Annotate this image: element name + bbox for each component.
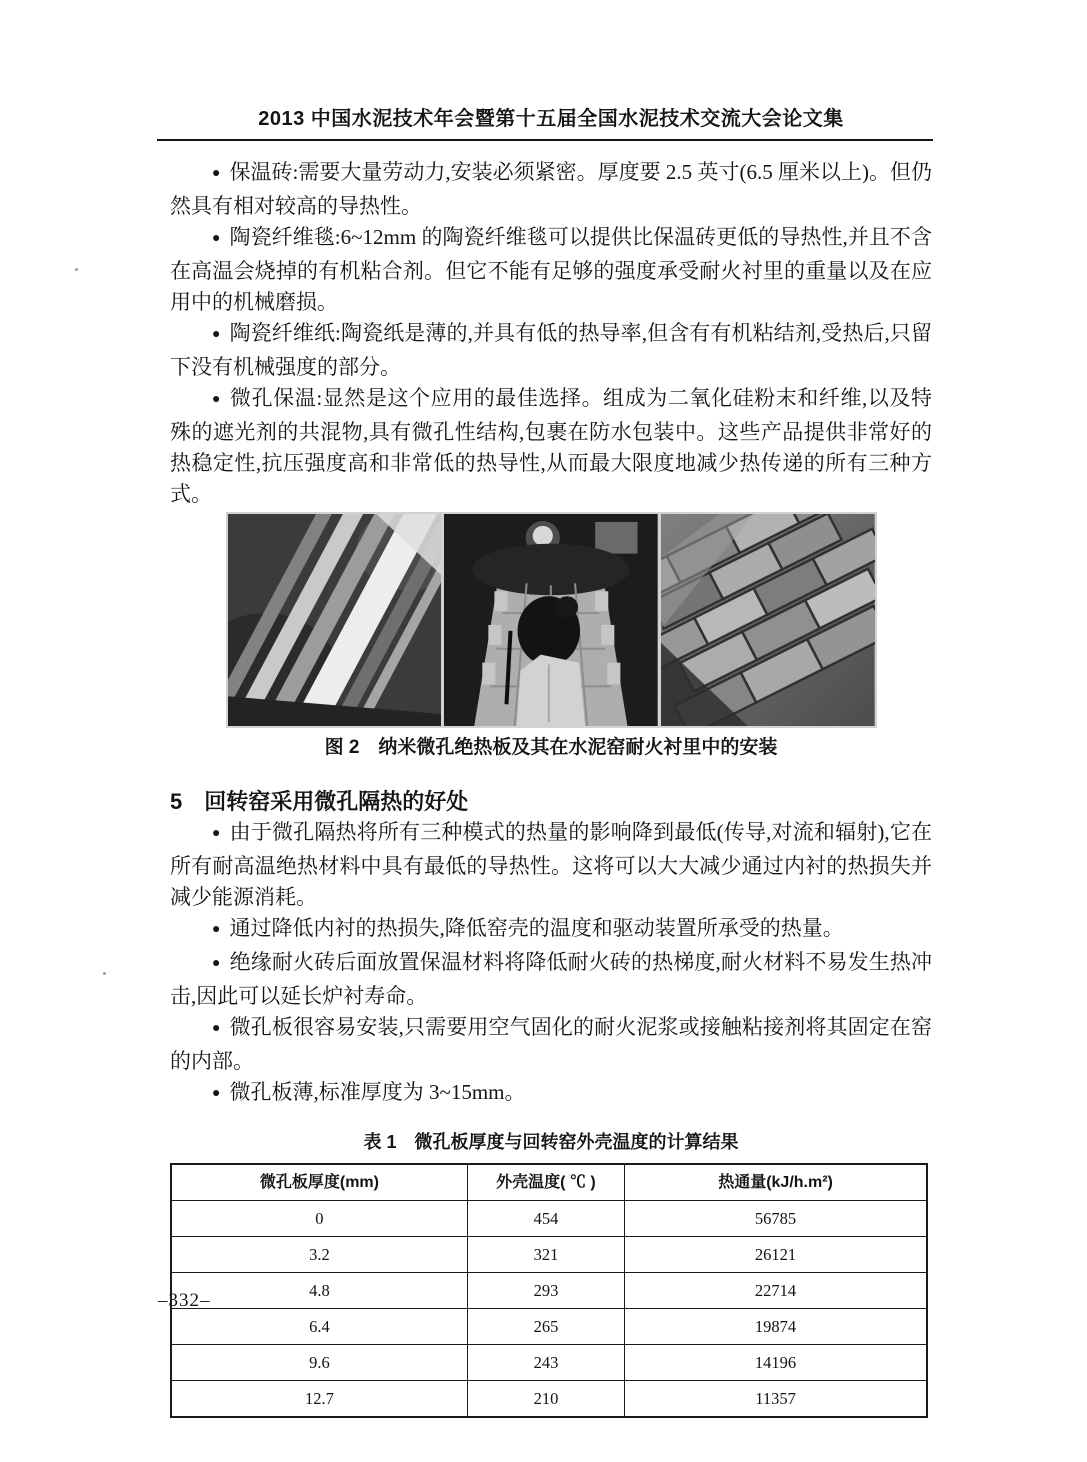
cell-shell-temp: 293 xyxy=(467,1273,624,1309)
paragraph-text: 由于微孔隔热将所有三种模式的热量的影响降到最低(传导,对流和辐射),它在所有耐高温绝热材料中具有最低的导热性。这将可以大大减少通过内衬的热损失并减少能源消耗。 xyxy=(170,820,932,909)
bullet-icon: ● xyxy=(212,392,222,407)
cell-heat-flux: 22714 xyxy=(625,1273,927,1309)
column-header-thickness: 微孔板厚度(mm) xyxy=(171,1164,467,1201)
cell-thickness: 6.4 xyxy=(171,1309,467,1345)
column-header-shell-temp: 外壳温度( ℃ ) xyxy=(467,1164,624,1201)
table-row xyxy=(171,1201,927,1237)
bullet-icon: ● xyxy=(212,956,221,971)
cell-thickness: 3.2 xyxy=(171,1237,467,1273)
cell-heat-flux: 56785 xyxy=(625,1201,927,1237)
paragraph-text: 微孔板很容易安装,只需要用空气固化的耐火泥浆或接触粘接剂将其固定在窑的内部。 xyxy=(170,1015,932,1073)
paragraph-text: 微孔保温:显然是这个应用的最佳选择。组成为二氧化硅粉末和纤维,以及特殊的遮光剂的共混物,具有微孔性结构,包裹在防水包装中。这些产品提供非常好的热稳定性,抗压强度高和非常低的热导性,从而最大限度地减少热传递的所有三种方式。 xyxy=(170,386,932,506)
section-number: 5 xyxy=(170,789,183,814)
paragraph-text: 通过降低内衬的热损失,降低窑壳的温度和驱动装置所承受的热量。 xyxy=(229,916,844,940)
insulation-panels-photo xyxy=(228,514,442,726)
cell-thickness: 9.6 xyxy=(171,1345,467,1381)
bullet-icon: ● xyxy=(212,327,221,342)
bullet-paragraph xyxy=(170,318,932,383)
running-header-title: 2013 中国水泥技术年会暨第十五届全国水泥技术交流大会论文集 xyxy=(258,108,844,130)
paragraph-text: 微孔板薄,标准厚度为 3~15mm。 xyxy=(229,1080,526,1104)
cell-shell-temp: 265 xyxy=(467,1309,624,1345)
bullet-icon: ● xyxy=(212,231,221,246)
table-row xyxy=(171,1381,927,1418)
figure-2-photo-strip xyxy=(226,512,877,728)
cell-thickness: 0 xyxy=(171,1201,467,1237)
cell-shell-temp: 454 xyxy=(467,1201,624,1237)
table-row xyxy=(171,1237,927,1273)
paragraph-text: 绝缘耐火砖后面放置保温材料将降低耐火砖的热梯度,耐火材料不易发生热冲击,因此可以延长炉衬寿命。 xyxy=(170,950,932,1008)
cell-thickness: 12.7 xyxy=(171,1381,467,1418)
page-number: –332– xyxy=(158,1290,211,1311)
column-header-heat-flux: 热通量(kJ/h.m²) xyxy=(625,1164,927,1201)
header-rule xyxy=(157,139,933,141)
table-row xyxy=(171,1273,927,1309)
table-row xyxy=(171,1309,927,1345)
cell-shell-temp: 321 xyxy=(467,1237,624,1273)
cell-heat-flux: 11357 xyxy=(625,1381,927,1418)
bullet-icon: ● xyxy=(212,1086,221,1101)
table-1 xyxy=(170,1163,928,1418)
section-title: 回转窑采用微孔隔热的好处 xyxy=(204,789,469,814)
bullet-icon: ● xyxy=(212,1021,221,1036)
cell-heat-flux: 26121 xyxy=(625,1237,927,1273)
bullet-paragraph xyxy=(170,157,932,222)
cell-heat-flux: 19874 xyxy=(625,1309,927,1345)
cell-shell-temp: 210 xyxy=(467,1381,624,1418)
bullet-icon: ● xyxy=(212,826,221,841)
scan-speck xyxy=(75,268,78,271)
bullet-paragraph xyxy=(170,222,932,318)
bullet-paragraph xyxy=(170,947,932,1012)
cell-heat-flux: 14196 xyxy=(625,1345,927,1381)
table-row xyxy=(171,1345,927,1381)
bullet-icon: ● xyxy=(212,922,221,937)
bullet-paragraph xyxy=(170,1012,932,1077)
kiln-interior-installation-photo xyxy=(444,514,658,726)
bullet-paragraph xyxy=(170,1077,932,1111)
cell-shell-temp: 243 xyxy=(467,1345,624,1381)
page-body xyxy=(170,157,932,1418)
bullet-paragraph xyxy=(170,913,932,947)
cell-thickness: 4.8 xyxy=(171,1273,467,1309)
figure-2-caption: 图 2 纳米微孔绝热板及其在水泥窑耐火衬里中的安装 xyxy=(324,737,778,758)
brick-lining-photo xyxy=(661,514,875,726)
bullet-paragraph xyxy=(170,383,932,510)
bullet-paragraph xyxy=(170,817,932,913)
table-header-row xyxy=(171,1164,927,1201)
paragraph-text: 陶瓷纤维纸:陶瓷纸是薄的,并具有低的热导率,但含有有机粘结剂,受热后,只留下没有机械强度的部分。 xyxy=(170,321,932,379)
bullet-icon: ● xyxy=(212,166,221,181)
paragraph-text: 陶瓷纤维毯:6~12mm 的陶瓷纤维毯可以提供比保温砖更低的导热性,并且不含在高温会烧掉的有机粘合剂。但它不能有足够的强度承受耐火衬里的重量以及在应用中的机械磨损。 xyxy=(170,225,932,314)
table-1-caption: 表 1 微孔板厚度与回转窑外壳温度的计算结果 xyxy=(363,1132,739,1152)
scan-speck xyxy=(103,972,106,975)
paragraph-text: 保温砖:需要大量劳动力,安装必须紧密。厚度要 2.5 英寸(6.5 厘米以上)。但仍然具有相对较高的导热性。 xyxy=(170,160,932,218)
section-5-heading xyxy=(170,787,932,817)
